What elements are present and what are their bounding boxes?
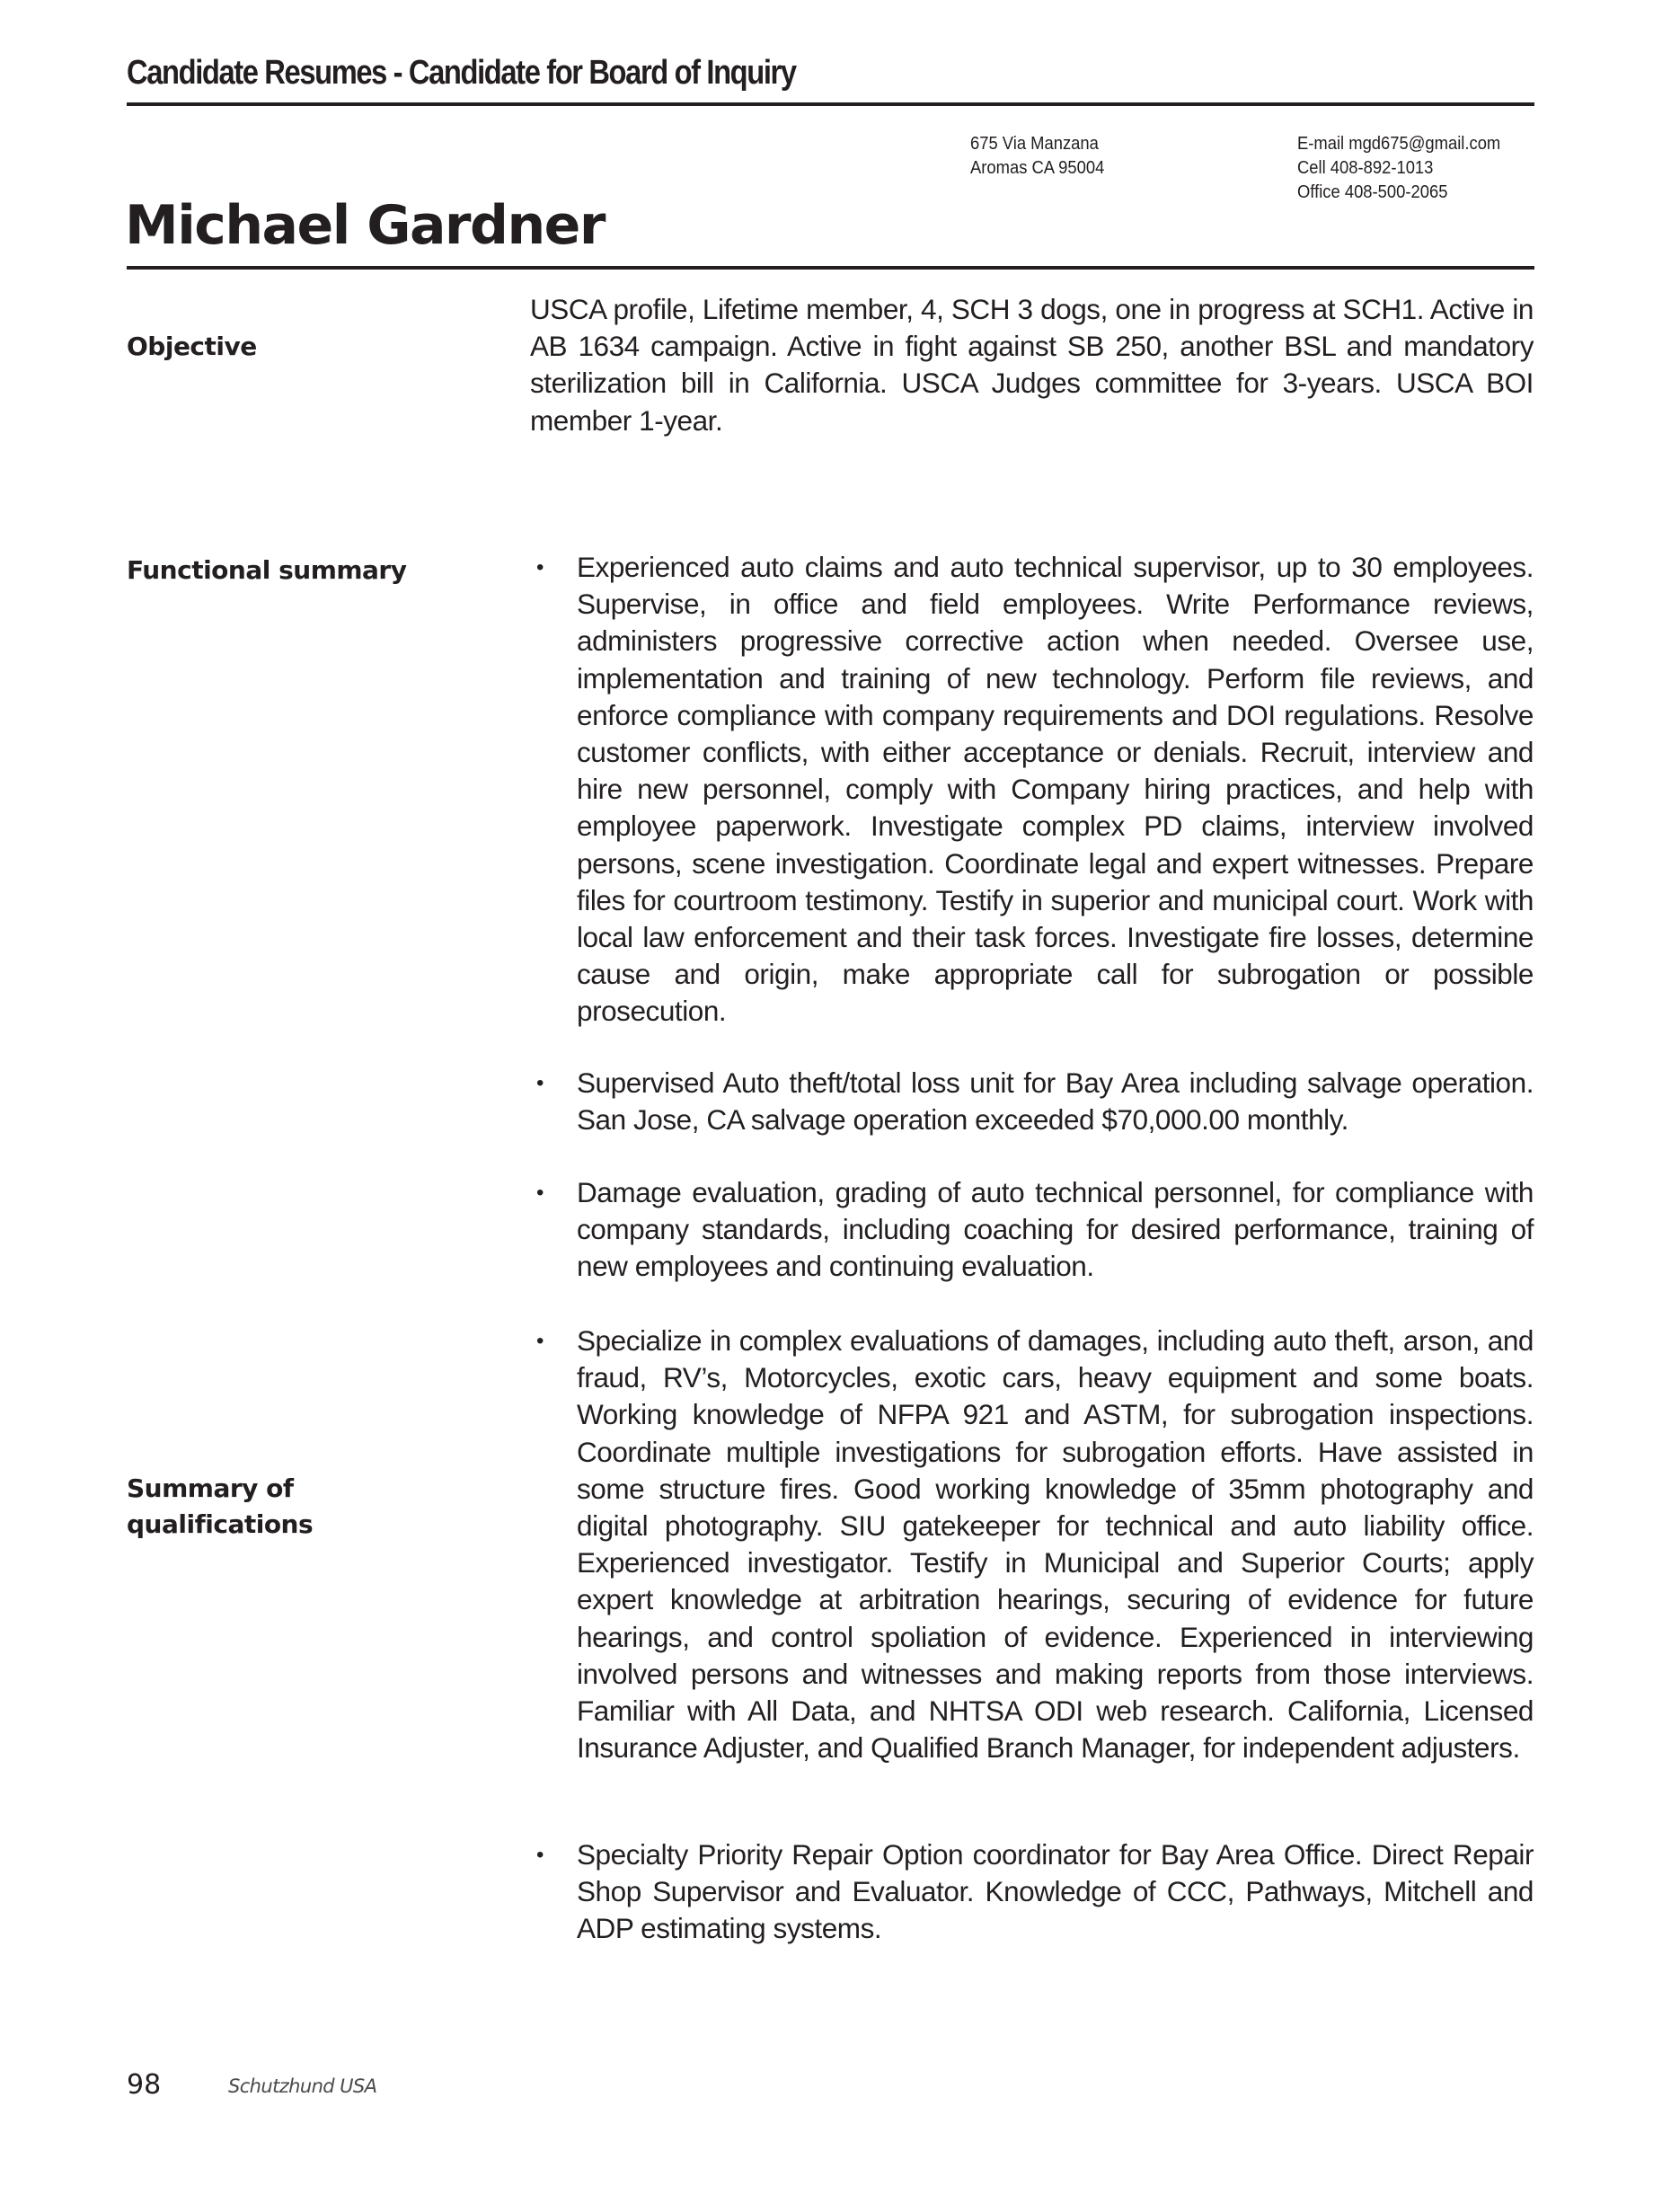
name-rule (127, 266, 1534, 270)
bullet-text: Supervised Auto theft/total loss unit for Bay Area including salvage operation. San Jose, CA salvage operation exceeded $70,000.00 monthly. (577, 1066, 1534, 1137)
address-line-1: 675 Via Manzana (970, 134, 1099, 154)
qualifications-label-line-1: Summary of (127, 1473, 294, 1503)
bullet-icon: • (536, 1071, 544, 1095)
candidate-name: Michael Gardner (125, 194, 605, 257)
address-line-2: Aromas CA 95004 (970, 158, 1105, 178)
bullet-text: Damage evaluation, grading of auto technical personnel, for compliance with company standards, including coaching for desired performance, training of new employees and continuing evaluation. (577, 1176, 1534, 1283)
address-block (970, 132, 1104, 181)
page-number: 98 (127, 2069, 162, 2101)
bullet-text: Specialize in complex evaluations of damages, including auto theft, arson, and fraud, RV’s, Motorcycles, exotic cars, heavy equipment and some boats. Working knowledge of NFPA 921 and ASTM, for subrogation inspections. Coordinate multiple investigations for subrogation efforts. Have assisted in some structure fires. Good working knowledge of 35mm photography and digital photography. SIU gatekeeper for technical and auto liability office. Experienced investigator. Testify in Municipal and Superior Courts; apply expert knowledge at arbitration hearings, securing of evidence for future hearings, and control spoliation of evidence. Experienced in interviewing involved persons and witnesses and making reports from those interviews. Familiar with All Data, and NHTSA ODI web research. California, Licensed Insurance Adjuster, and Qualified Branch Manager, for independent adjusters. (577, 1324, 1534, 1765)
bullet-item-1 (530, 549, 1534, 1031)
objective-text: USCA profile, Lifetime member, 4, SCH 3 dogs, one in progress at SCH1. Active in AB 1634 campaign. Active in fight against SB 250, another BSL and mandatory sterilization bill in California. USCA Judges committee for 3-years. USCA BOI member 1-year. (530, 293, 1534, 437)
bullet-item-3 (530, 1174, 1534, 1286)
summary-of-qualifications-label (127, 1471, 468, 1543)
bullet-icon: • (536, 555, 544, 580)
qualifications-label-line-2: qualifications (127, 1509, 314, 1539)
objective-label: Objective (127, 332, 257, 361)
bullet-icon: • (536, 1843, 544, 1867)
bullet-text: Specialty Priority Repair Option coordinator for Bay Area Office. Direct Repair Shop Supervisor and Evaluator. Knowledge of CCC, Pathways, Mitchell and ADP estimating systems. (577, 1838, 1534, 1945)
bullet-icon: • (536, 1181, 544, 1205)
bullet-text: Experienced auto claims and auto technical supervisor, up to 30 employees. Supervise, in office and field employees. Write Performance reviews, administers progressive corrective action when needed. Oversee use, implementation and training of new technology. Perform file reviews, and enforce compliance with company requirements and DOI regulations. Resolve customer conflicts, with either acceptance or denials. Recruit, interview and hire new personnel, comply with Company hiring practices, and help with employee paperwork. Investigate complex PD claims, interview involved persons, scene investigation. Coordinate legal and expert witnesses. Prepare files for courtroom testimony. Testify in superior and municipal court. Work with local law enforcement and their task forces. Investigate fire losses, determine cause and origin, make appropriate call for subrogation or possible prosecution. (577, 551, 1534, 1028)
office-phone-text: Office 408-500-2065 (1297, 182, 1448, 202)
contact-block (1297, 132, 1500, 205)
bullet-icon: • (536, 1329, 544, 1353)
bullet-item-4 (530, 1323, 1534, 1766)
running-header-title: Candidate Resumes - Candidate for Board of Inquiry (127, 54, 796, 92)
functional-summary-label: Functional summary (127, 555, 407, 585)
email-text: E-mail mgd675@gmail.com (1297, 134, 1501, 154)
bullet-item-5 (530, 1836, 1534, 1948)
bullet-item-2 (530, 1065, 1534, 1138)
cell-phone-text: Cell 408-892-1013 (1297, 158, 1434, 178)
publication-name: Schutzhund USA (228, 2075, 377, 2097)
header-rule (127, 102, 1534, 106)
